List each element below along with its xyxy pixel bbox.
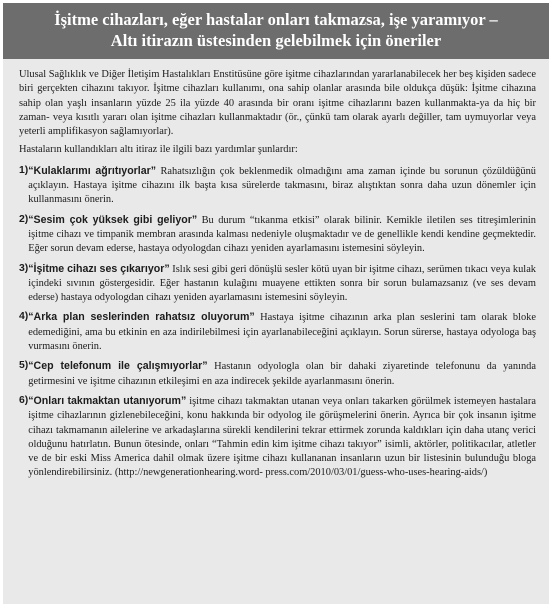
item-number: 2) [19,213,29,225]
item-content [28,310,536,354]
objection-item-2 [19,213,536,257]
objection-item-4 [19,310,536,354]
intro-paragraph: Ulusal Sağlıklık ve Diğer İletişim Hastalıkları Enstitüsüne göre işitme cihazlarından yararlanabilecek her beş kişiden sadece biri gerçekten cihazını takıyor. İşitme cihazları kullanımı, ona sahip olanlar arasında bile oldukça düşük: İşitme cihazına sahip olan yaşlı insanların yüzde 25 ila yüzde 40 arasında bir oranı işitme cihazlarını bazen kullanmakta-ya da hiç bir zaman- veya kısıtlı yararı olan işitme cihazları kullanmaktadır (ör., çünkü tam olarak ayarlı değiller, tam uymuyorlar veya yeterli amplifikasyon sağlamıyorlar). [19,69,536,138]
lead-sentence: Hastaların kullandıkları altı itiraz ile ilgili bazı yardımlar şunlardır: [19,144,298,156]
article-body [3,59,549,604]
item-text: Hastaya işitme cihazının arka plan seslerini tam olarak bloke edemediğini, ama bu etkinin en aza indirilebilmesi için ayarlanabileceğini açıklayın. Sorun sürerse, hastaya odyologa baş vurmasını önerin. [28,312,536,353]
item-text: Rahatsızlığın çok beklenmedik olmadığını ama zaman içinde bu sorunun çözüldüğünü açıklayın. Hastaya işitme cihazını ilk başta kısa sürelerde takmasını, biraz alıştıktan sonra daha uzun dönemler için kullanmasını önerin. [28,165,536,206]
item-content [28,262,536,306]
item-content [28,164,536,208]
item-number: 5) [19,360,29,372]
objection-item-6 [19,394,536,481]
item-title: “İşitme cihazı ses çıkarıyor” [28,262,170,275]
item-title: “Onları takmaktan utanıyorum” [28,394,187,407]
item-text: Bu durum “tıkanma etkisi” olarak bilinir. Kemikle iletilen ses titreşimlerinin işitme cihazı ve timpanik membran arasında kalması nedeniyle oluşmaktadır ve de genellikle kendi kendine geçmektedir. Eğer sorun devam ederse, hastaya odyologdan cihazı yeniden ayarlamasını istemesini söyleyin. [28,214,536,255]
objection-item-3 [19,262,536,306]
objection-item-5 [19,359,536,389]
item-text: Islık sesi gibi geri dönüşlü sesler kötü uyan bir işitme cihazı, serümen tıkacı veya kulak içindeki sıvının göstergesidir. Eğer hastanın kulağını muayene ettikten sonra bir sorun bulamazsanız (ve ses devam ederse) hastaya odyologdan cihazı yeniden ayarlamasını istemesini söyleyin. [28,263,537,304]
item-number: 4) [19,311,29,323]
item-title: “Sesim çok yüksek gibi geliyor” [28,213,198,226]
article-header [3,3,549,59]
objection-item-1 [19,164,536,208]
item-number: 6) [19,394,29,406]
item-content [28,213,536,257]
item-number: 3) [19,262,29,274]
item-content [28,359,536,389]
item-title: “Arka plan seslerinden rahatsız oluyorum” [28,311,255,324]
item-title: “Kulaklarımı ağrıtıyorlar” [28,164,157,177]
item-text: Hastanın odyologla olan bir dahaki ziyaretinde telefonunu da yanında getirmesini ve işitme cihazının etkileşimi en aza indirecek şekilde ayarlanmasını önerin. [28,361,536,387]
header-title-line-2: Altı itirazın üstesinden gelebilmek için öneriler [110,31,442,50]
item-title: “Cep telefonum ile çalışmıyorlar” [28,360,208,373]
item-number: 1) [19,164,29,176]
item-content [28,394,536,481]
header-title-line-1: İşitme cihazları, eğer hastalar onları takmazsa, işe yaramıyor – [54,10,498,29]
item-text: işitme cihazı takmaktan utanan veya onları takarken görülmek istemeyen hastalara işitme cihazlarının gizlenebileceğini, konu hakkında bir odyolog ile görüşmelerini önerin. Ayrıca bir çok insanın işitme cihazı takmamanın ailelerine ve arkadaşlarına sürekli kendilerini tekrar ettirmek zorunda kaldıkları için daha utanç verici olduğunu hatırlatın. Bunun ötesinde, onları “Tahmin edin kim işitme cihazı takıyor” isimli, aktörler, politikacılar, atletler ve de bir eski Miss America dahil olmak üzere işitme cihazı kullananan insanların uzun bir listesinin bulunduğu bloga yönlendirebilirsiniz. (http://newgenerationhearing.word- press.com/2010/03/01/guess-who-uses-hearing-aids/) [28,395,536,479]
